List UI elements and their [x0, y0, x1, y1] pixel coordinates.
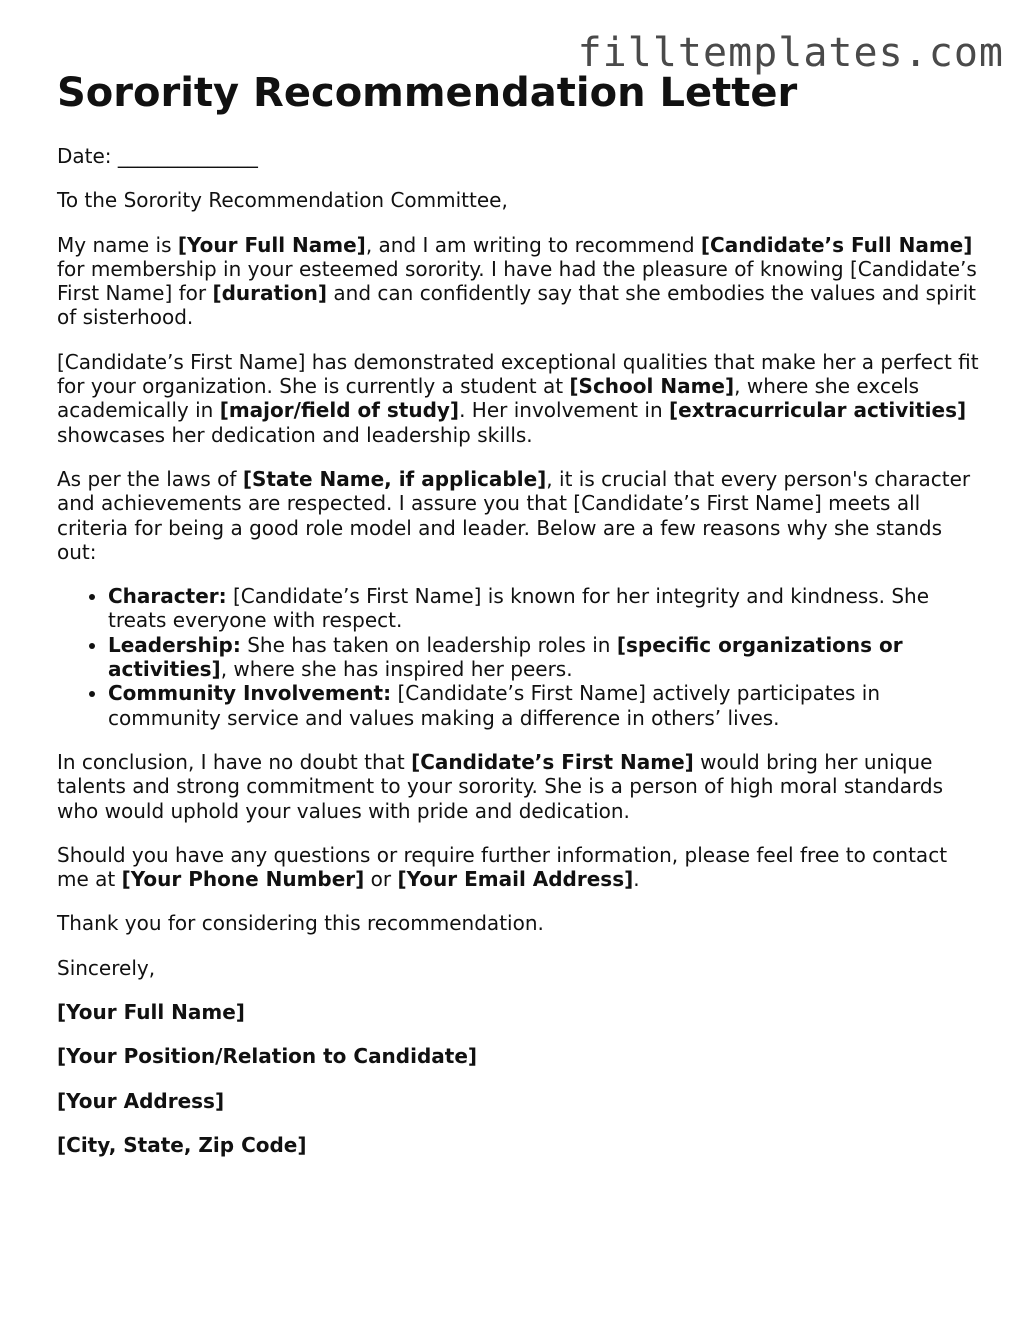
- signature-address: [Your Address]: [57, 1088, 225, 1113]
- intro-paragraph: My name is [Your Full Name], and I am writing to recommend [Candidate’s Full Name] for membership in your esteemed sorority. I have had the pleasure of knowing [Candidate’s First Name] for [duration] and can confidently say that she embodies the values and spirit of sisterhood.: [57, 232, 977, 330]
- list-item: • Leadership: She has taken on leadership roles in [specific organizations or activities], where she has inspired her peers.: [108, 633, 982, 682]
- phone-placeholder: [Your Phone Number]: [121, 867, 365, 892]
- thanks-line: Thank you for considering this recommendation.: [57, 911, 544, 936]
- major-placeholder: [major/field of study]: [219, 398, 460, 423]
- candidate-first-name-placeholder: [Candidate’s First Name]: [411, 749, 694, 774]
- date-line: Date: ______________: [57, 144, 258, 168]
- signature-position: [Your Position/Relation to Candidate]: [57, 1044, 478, 1069]
- letter-document: [57, 70, 982, 1177]
- email-placeholder: [Your Email Address]: [397, 867, 634, 892]
- candidate-full-name-placeholder: [Candidate’s Full Name]: [700, 232, 973, 257]
- state-name-placeholder: [State Name, if applicable]: [242, 466, 547, 491]
- conclusion-paragraph: In conclusion, I have no doubt that [Candidate’s First Name] would bring her unique talents and strong commitment to your sorority. She is a person of high moral standards who would uphold your values with pride and dedication.: [57, 749, 943, 823]
- qualities-paragraph: [Candidate’s First Name] has demonstrated exceptional qualities that make her a perfect fit for your organization. She is currently a student at [School Name], where she excels academically in [major/field of study]. Her involvement in [extracurricular activities] showcases her dedication and leadership skills.: [57, 349, 979, 447]
- reasons-list: [57, 584, 982, 730]
- signature-city: [City, State, Zip Code]: [57, 1132, 307, 1157]
- signature-block: [57, 1000, 982, 1157]
- duration-placeholder: [duration]: [212, 281, 328, 306]
- watermark: filltemplates.com: [577, 30, 1004, 76]
- signature-name: [Your Full Name]: [57, 1000, 245, 1025]
- contact-paragraph: Should you have any questions or require further information, please feel free to contact me at [Your Phone Number] or [Your Email Address].: [57, 842, 948, 892]
- page-title: Sorority Recommendation Letter: [57, 70, 798, 116]
- school-name-placeholder: [School Name]: [569, 374, 735, 399]
- your-full-name-placeholder: [Your Full Name]: [177, 232, 366, 257]
- laws-paragraph: As per the laws of [State Name, if applicable], it is crucial that every person's character and achievements are respected. I assure you that [Candidate’s First Name] meets all criteria for being a good role model and leader. Below are a few reasons why she stands out:: [57, 466, 971, 564]
- closing-line: Sincerely,: [57, 955, 156, 980]
- list-item: • Community Involvement: [Candidate’s First Name] actively participates in community service and values making a difference in others’ lives.: [108, 681, 982, 730]
- list-item: • Character: [Candidate’s First Name] is known for her integrity and kindness. She treats everyone with respect.: [108, 584, 982, 633]
- extracurricular-placeholder: [extracurricular activities]: [668, 398, 967, 423]
- salutation: To the Sorority Recommendation Committee,: [57, 188, 508, 213]
